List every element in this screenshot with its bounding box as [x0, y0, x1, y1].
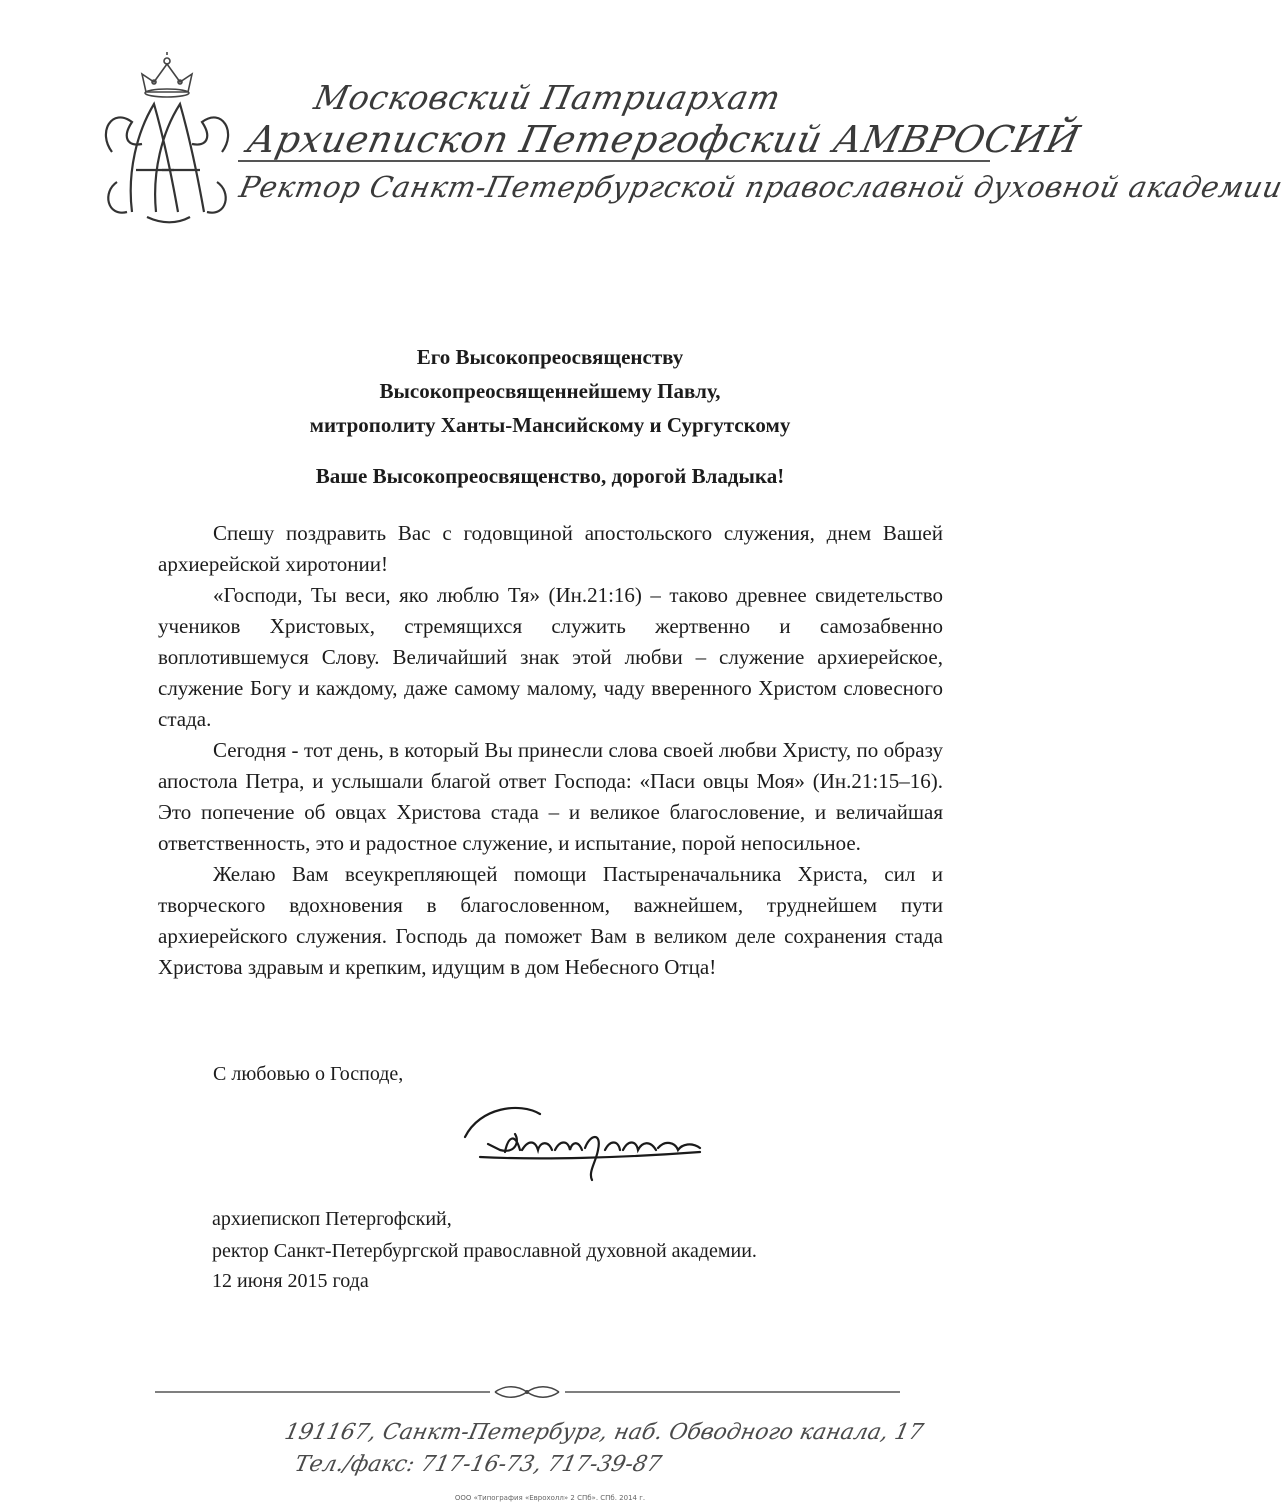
footer-address: 191167, Санкт-Петербург, наб. Обводного канала, 17	[282, 1420, 926, 1445]
handwritten-signature	[460, 1092, 710, 1187]
letterhead-archbishop-name: Архиепископ Петергофский АМВРОСИЙ	[243, 118, 1084, 161]
letter-body	[158, 518, 943, 983]
signer-position: ректор Санкт-Петербургской православной духовной академии.	[212, 1240, 757, 1262]
body-paragraph: Желаю Вам всеукрепляющей помощи Пастыреначальника Христа, сил и творческого вдохновения в благословенном, важнейшем, труднейшем пути архиерейского служения. Господь да поможет Вам в великом деле сохранения стада Христова здравым и крепким, идущим в дом Небесного Отца!	[158, 862, 943, 979]
signer-block	[212, 1203, 757, 1267]
body-paragraph: Спешу поздравить Вас с годовщиной апостольского служения, днем Вашей архиерейской хиротонии!	[158, 521, 943, 576]
addressee-line: митрополиту Ханты-Мансийскому и Сургутскому	[309, 413, 791, 437]
footer-phone: Тел./факс: 717-16-73, 717-39-87	[292, 1452, 664, 1477]
footer-printer-imprint: ООО «Типография «Еврохолл» 2 СПб». СПб. 2014 г.	[454, 1494, 646, 1502]
letterhead-rule	[238, 160, 990, 162]
signer-title: архиепископ Петергофский,	[212, 1208, 452, 1230]
footer-ornament-rule	[155, 1385, 900, 1399]
crowned-monogram-emblem	[92, 52, 242, 227]
closing-phrase: С любовью о Господе,	[213, 1063, 404, 1085]
letter-date: 12 июня 2015 года	[212, 1270, 369, 1292]
letterhead	[0, 0, 1286, 230]
letterhead-rector-title: Ректор Санкт-Петербургской православной духовной академии	[236, 170, 1286, 204]
addressee-block	[0, 340, 1100, 442]
salutation: Ваше Высокопреосвященство, дорогой Владыка!	[315, 464, 785, 488]
letterhead-patriarchate: Московский Патриархат	[310, 78, 785, 117]
body-paragraph: Сегодня - тот день, в который Вы принесли слова своей любви Христу, по образу апостола Петра, и услышали благой ответ Господа: «Паси овцы Моя» (Ин.21:15–16). Это попечение об овцах Христова стада – и великое благословение, и величайшая ответственность, это и радостное служение, и испытание, порой непосильное.	[158, 738, 943, 855]
body-paragraph: «Господи, Ты веси, яко люблю Тя» (Ин.21:16) – таково древнее свидетельство учеников Христовых, стремящихся служить жертвенно и самозабвенно воплотившемуся Слову. Величайший знак этой любви – служение архиерейское, служение Богу и каждому, даже самому малому, чаду вверенного Христом словесного стада.	[158, 583, 943, 731]
addressee-line: Высокопреосвященнейшему Павлу,	[379, 379, 721, 403]
addressee-line: Его Высокопреосвященству	[416, 345, 684, 369]
